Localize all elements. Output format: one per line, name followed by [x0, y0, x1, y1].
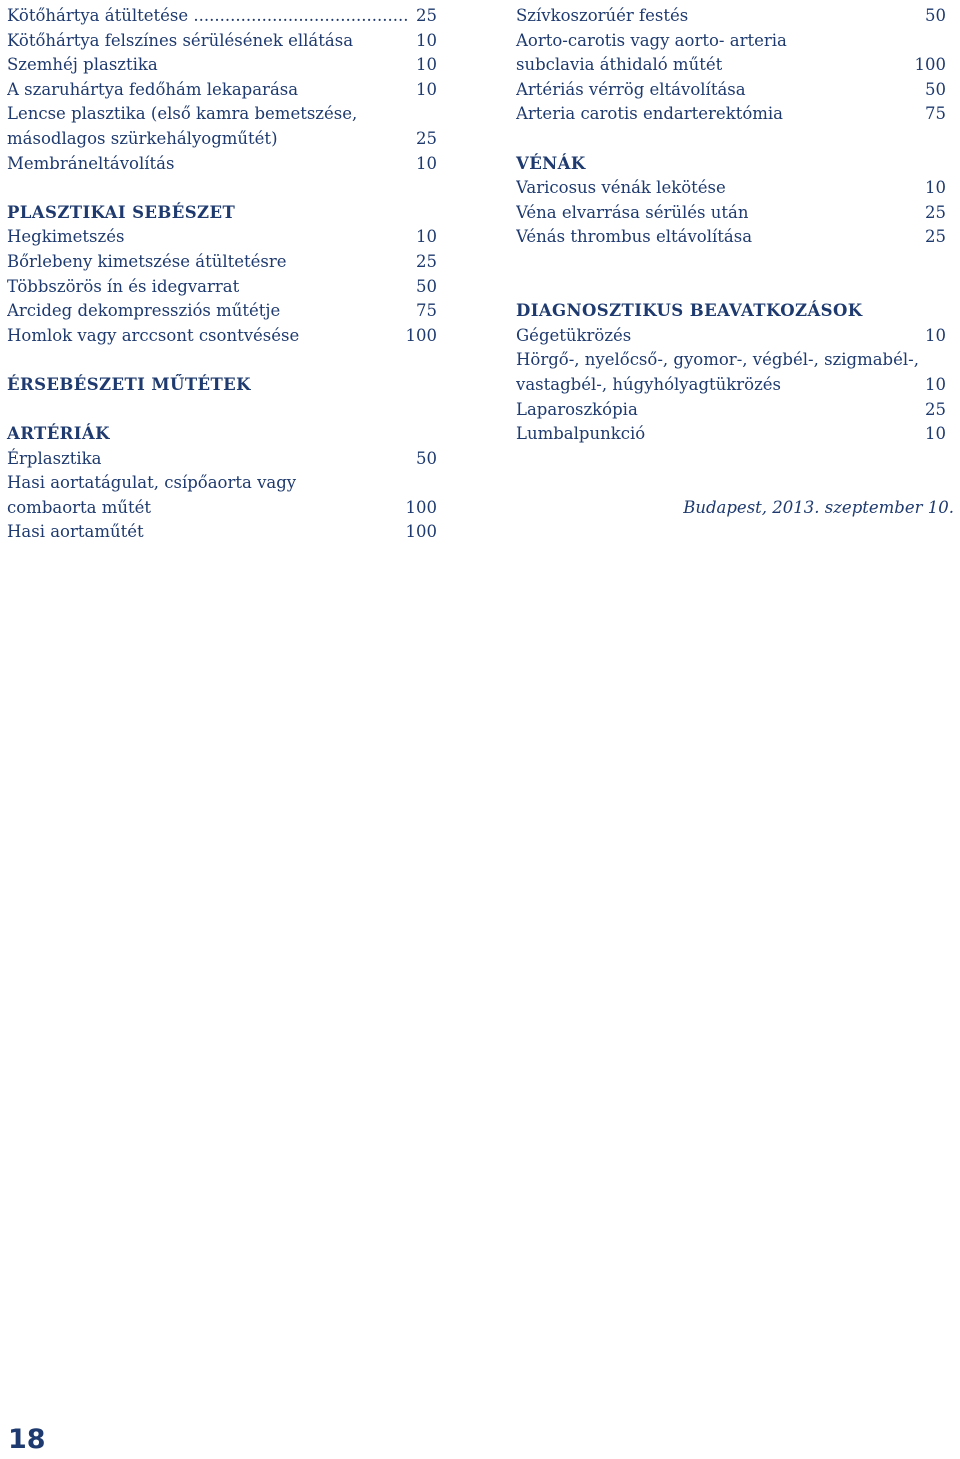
item-value: 25	[416, 128, 437, 148]
item-label: combaorta műtét	[7, 497, 152, 517]
list-item	[516, 53, 946, 78]
section-heading-plasztikai: PLASZTIKAI SEBÉSZET	[7, 202, 236, 222]
item-value: 100	[405, 522, 437, 542]
item-value: 25	[925, 202, 946, 222]
item-label: Arteria carotis endarterektómia	[516, 104, 784, 124]
list-item	[7, 520, 437, 545]
item-label: Arcideg dekompressziós műtétje	[7, 301, 281, 321]
item-value: 10	[925, 178, 946, 198]
list-item	[7, 152, 437, 177]
item-value: 10	[925, 325, 946, 345]
item-label: subclavia áthidaló műtét	[516, 55, 723, 75]
list-item	[7, 78, 437, 103]
item-label: Bőrlebeny kimetszése átültetésre	[7, 251, 287, 271]
item-value: 50	[925, 6, 946, 25]
item-value: 100	[914, 55, 946, 75]
item-label-line1: Lencse plasztika (első kamra bemetszése,	[7, 104, 358, 124]
list-item	[516, 324, 946, 349]
section-heading-arteriak: ARTÉRIÁK	[7, 424, 110, 444]
item-value: 25	[416, 6, 437, 25]
item-label: Varicosus vénák lekötése	[516, 178, 726, 198]
item-value: 10	[416, 153, 437, 173]
list-item	[7, 29, 437, 54]
list-item	[7, 127, 437, 152]
item-label: Gégetükrözés	[516, 325, 632, 345]
item-value: 10	[416, 30, 437, 50]
list-item	[7, 275, 437, 300]
list-item	[516, 176, 946, 201]
item-label: Laparoszkópia	[516, 399, 638, 419]
item-label: Membráneltávolítás	[7, 153, 175, 173]
item-label-line1: Aorto-carotis vagy aorto- arteria	[516, 30, 787, 50]
item-label: Kötőhártya felszínes sérülésének ellátása	[7, 30, 354, 50]
item-label: Hasi aortaműtét	[7, 522, 144, 542]
item-value: 50	[416, 276, 437, 296]
section-heading-venak: VÉNÁK	[516, 153, 586, 173]
item-value: 25	[925, 399, 946, 419]
item-label: vastagbél-, húgyhólyagtükrözés	[516, 374, 782, 394]
item-value: 75	[416, 301, 437, 321]
list-item	[516, 102, 946, 127]
list-item	[7, 225, 437, 250]
list-item	[516, 225, 946, 250]
item-label: másodlagos szürkehályogműtét)	[7, 128, 278, 148]
list-item	[7, 324, 437, 349]
item-label: Szemhéj plasztika	[7, 55, 158, 75]
item-label-line1: Hörgő-, nyelőcső-, gyomor-, végbél-, szigmabél-,	[516, 350, 919, 370]
list-item	[516, 398, 946, 423]
list-item	[7, 447, 437, 472]
item-value: 100	[405, 325, 437, 345]
item-value: 10	[925, 374, 946, 394]
right-column	[516, 4, 954, 520]
list-item	[7, 53, 437, 78]
item-label: Vénás thrombus eltávolítása	[516, 227, 753, 247]
list-item	[516, 201, 946, 226]
item-value: 100	[405, 497, 437, 517]
page-number: 18	[8, 1424, 46, 1455]
list-item	[7, 4, 437, 29]
list-item	[516, 78, 946, 103]
item-label: Véna elvarrása sérülés után	[516, 202, 749, 222]
item-label: Szívkoszorúér festés	[516, 6, 689, 25]
place-date-signoff: Budapest, 2013. szeptember 10.	[683, 497, 954, 517]
item-value: 10	[416, 227, 437, 247]
list-item	[7, 299, 437, 324]
left-column	[7, 4, 437, 545]
item-value: 75	[925, 104, 946, 124]
item-label: A szaruhártya fedőhám lekaparása	[7, 79, 299, 99]
item-label: Artériás vérrög eltávolítása	[516, 79, 746, 99]
item-label: Hegkimetszés	[7, 227, 125, 247]
item-label: Kötőhártya átültetése .....	[7, 4, 410, 29]
list-item	[7, 250, 437, 275]
list-item	[516, 373, 946, 398]
item-value: 10	[416, 55, 437, 75]
item-value: 10	[416, 79, 437, 99]
section-heading-diagnosztikus: DIAGNOSZTIKUS BEAVATKOZÁSOK	[516, 301, 863, 321]
item-value: 25	[416, 251, 437, 271]
list-item	[7, 496, 437, 521]
list-item	[516, 4, 946, 29]
item-label: Homlok vagy arccsont csontvésése	[7, 325, 300, 345]
item-label-line1: Hasi aortatágulat, csípőaorta vagy	[7, 473, 297, 493]
item-value: 25	[925, 227, 946, 247]
list-item	[516, 422, 946, 447]
item-value: 10	[925, 424, 946, 444]
item-value: 50	[925, 79, 946, 99]
item-label: Lumbalpunkció	[516, 424, 646, 444]
item-label: Többszörös ín és idegvarrat	[7, 276, 240, 296]
item-label: Érplasztika	[7, 448, 102, 468]
section-heading-ersebeszeti: ÉRSEBÉSZETI MŰTÉTEK	[7, 374, 251, 394]
item-value: 50	[416, 448, 437, 468]
